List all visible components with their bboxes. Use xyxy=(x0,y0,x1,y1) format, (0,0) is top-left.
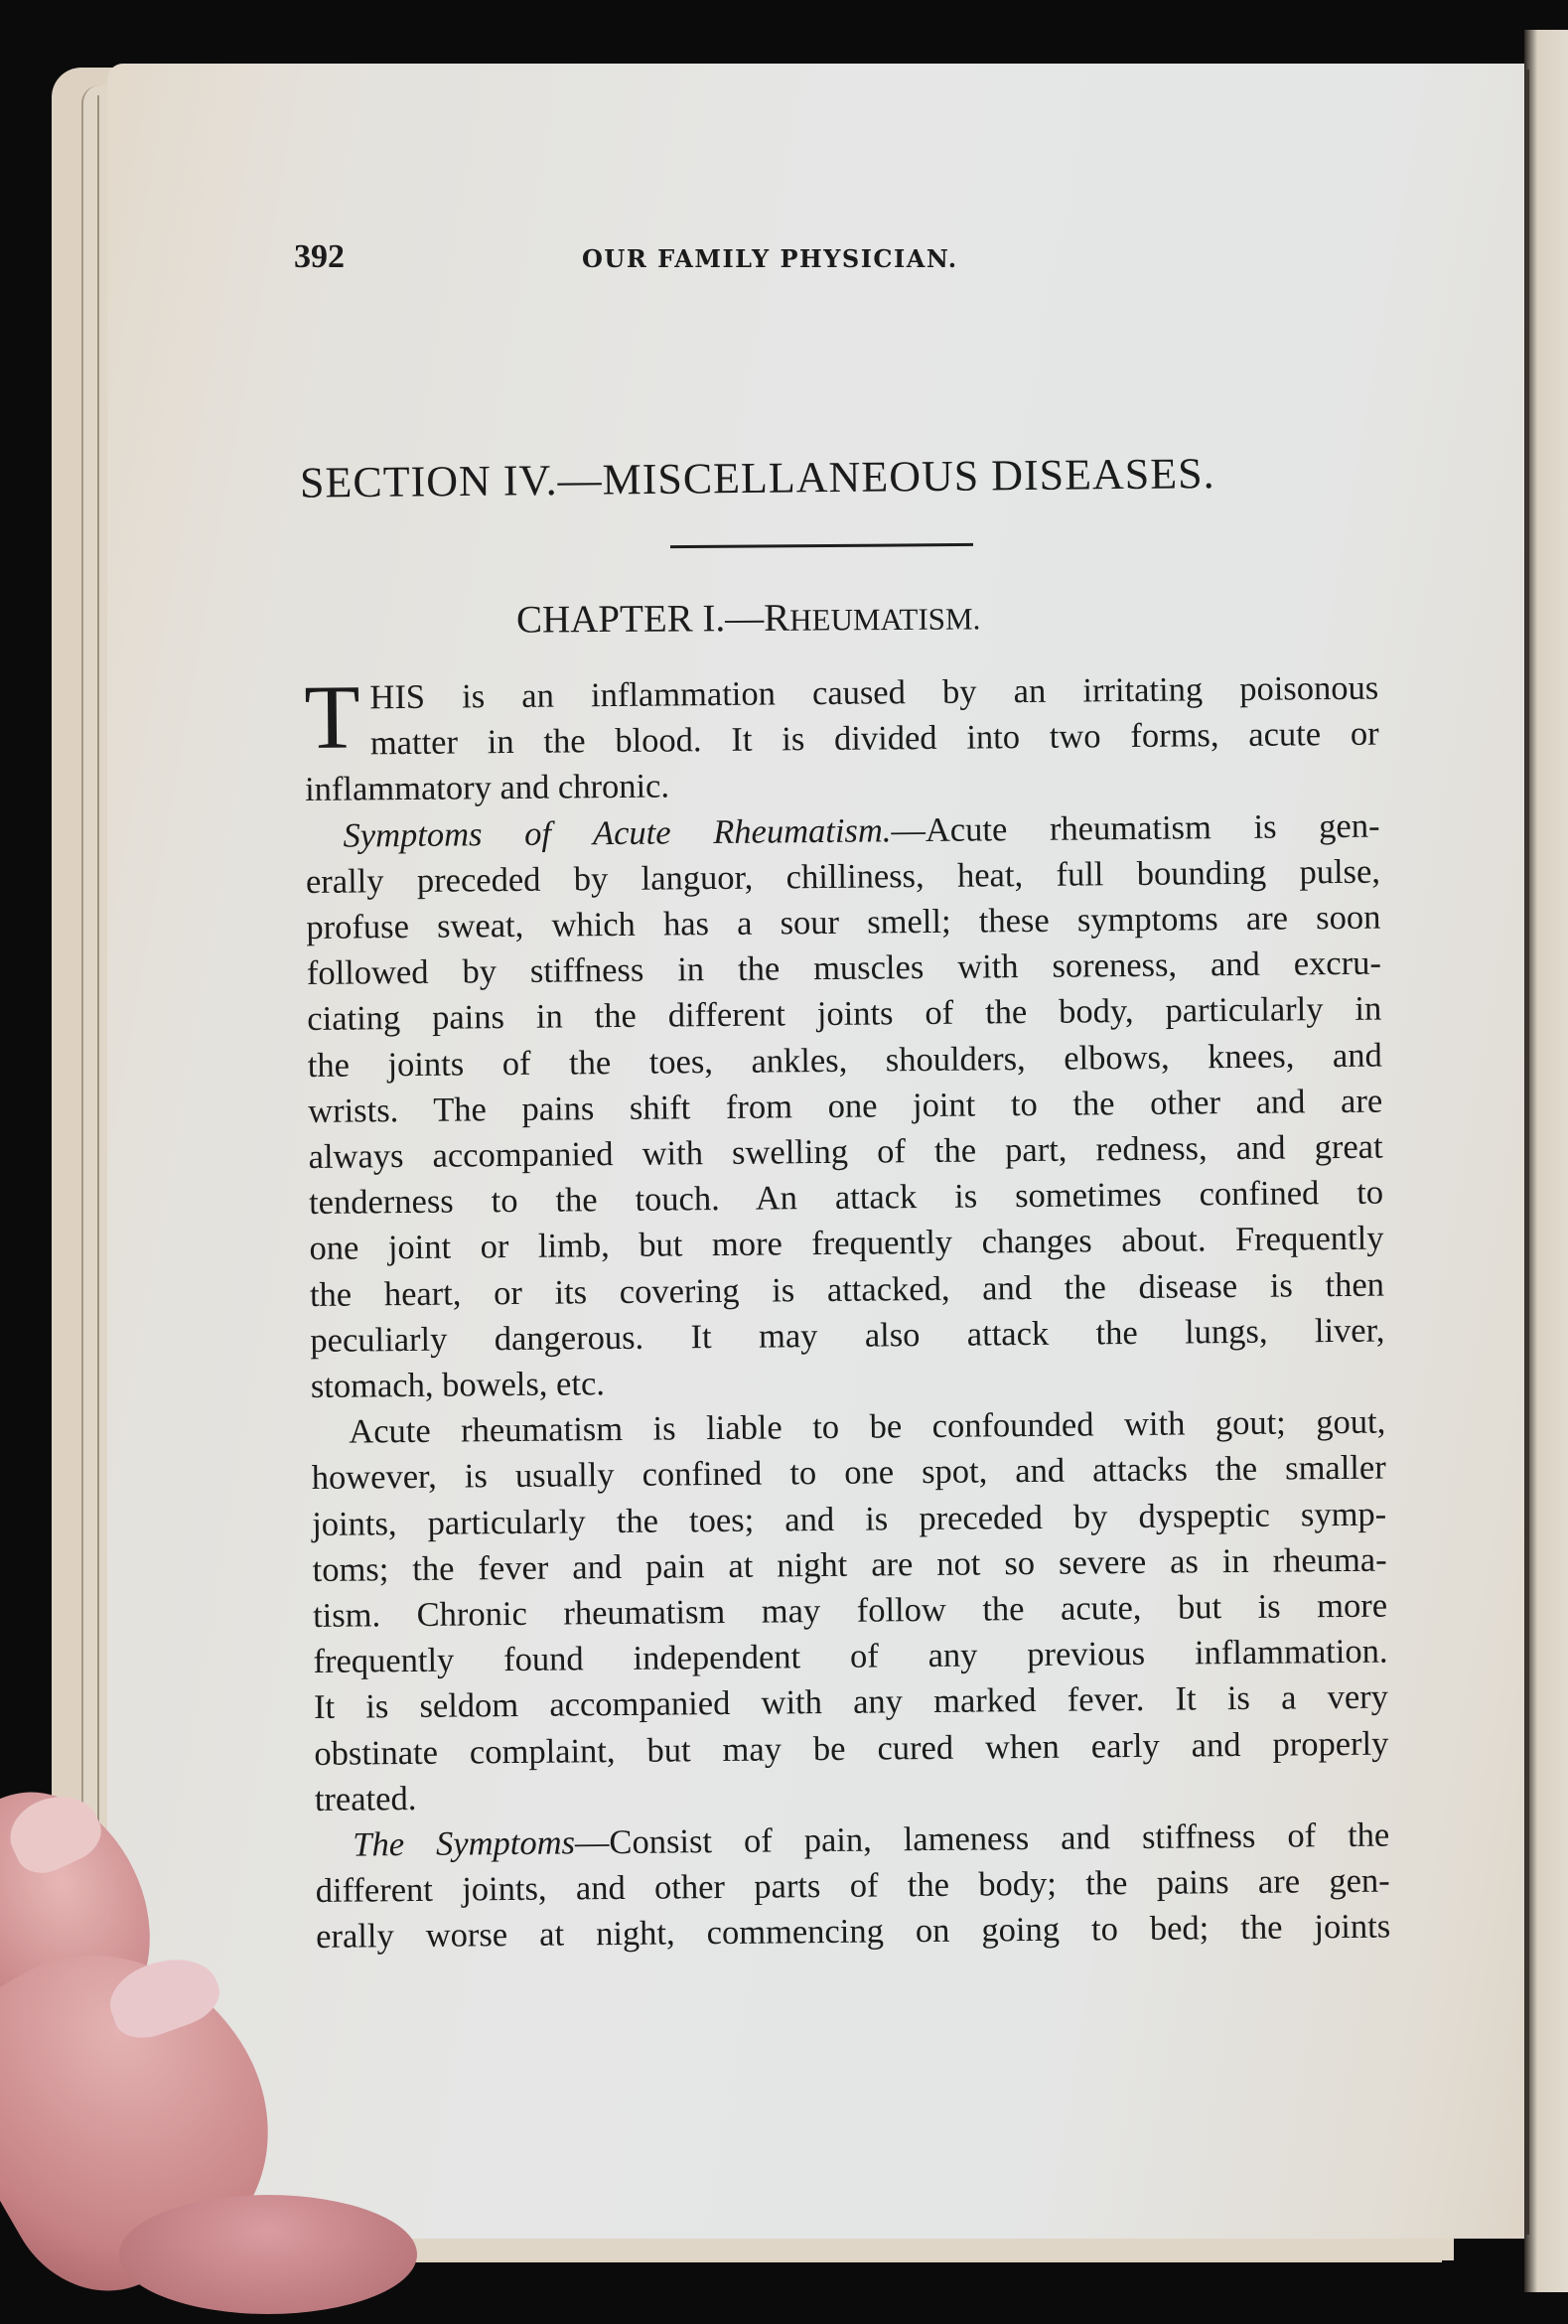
text-line: peculiarly dangerous. It may also attack the lungs, liver, xyxy=(310,1311,1385,1360)
section-title: SECTION IV.—MISCELLANEOUS DISEASES. xyxy=(299,449,1215,508)
text-line: frequently found independent of any previous inflammation. xyxy=(313,1632,1388,1681)
text-line: tism. Chronic rheumatism may follow the acute, but is more xyxy=(312,1586,1388,1636)
text-line: erally preceded by languor, chilliness, heat, full bounding pulse, xyxy=(305,852,1381,901)
chapter-name-rest: HEUMATISM. xyxy=(789,601,981,638)
text-line: matter in the blood. It is divided into two forms, acute or xyxy=(369,714,1379,763)
paragraph-symptoms xyxy=(315,1813,1390,1961)
running-title: OUR FAMILY PHYSICIAN. xyxy=(582,244,958,273)
text-line: the heart, or its covering is attacked, and the disease is then xyxy=(309,1265,1385,1314)
body-text xyxy=(304,665,1390,1961)
text-run: —Consist of pain, lameness and stiffness of the xyxy=(574,1816,1390,1862)
paragraph-acute-symptoms xyxy=(305,802,1385,1409)
drop-cap: T xyxy=(303,665,361,768)
text-line: the joints of the toes, ankles, shoulders, elbows, knees, and xyxy=(307,1036,1382,1085)
text-line: one joint or limb, but more frequently changes about. Frequently xyxy=(309,1220,1384,1268)
text-line: toms; the fever and pain at night are not so severe as in rheuma- xyxy=(312,1540,1387,1589)
text-line: followed by stiffness in the muscles with soreness, and excru- xyxy=(306,944,1382,993)
text-line: stomach, bowels, etc. xyxy=(310,1365,606,1406)
chapter-prefix: CHAPTER I.— xyxy=(515,596,765,642)
running-head xyxy=(294,238,1386,278)
text-line: HIS is an inflammation caused by an irritating poisonous xyxy=(369,668,1379,717)
text-line: erally worse at night, commencing on going to bed; the joints xyxy=(316,1908,1391,1957)
page-number: 392 xyxy=(294,238,345,275)
run-in-heading: The Symptoms xyxy=(353,1823,576,1864)
text-line: profuse sweat, which has a sour smell; these symptoms are soon xyxy=(306,898,1381,947)
paragraph-gout xyxy=(311,1399,1389,1822)
text-line: inflammatory and chronic. xyxy=(304,767,670,809)
holding-hand xyxy=(0,1728,298,2292)
thumb xyxy=(119,2195,417,2314)
text-line: treated. xyxy=(314,1779,417,1818)
text-line: ciating pains in the different joints of the body, particularly in xyxy=(307,990,1382,1039)
text-line: tenderness to the touch. An attack is sometimes confined to xyxy=(308,1173,1384,1223)
run-in-heading: Symptoms of Acute Rheumatism. xyxy=(343,810,892,855)
text-line: different joints, and other parts of the body; the pains are gen- xyxy=(315,1861,1390,1911)
text-line: joints, particularly the toes; and is preceded by dyspeptic symp- xyxy=(312,1495,1387,1543)
text-line: obstinate complaint, but may be cured when early and properly xyxy=(314,1724,1389,1773)
divider-rule xyxy=(670,543,973,548)
chapter-title xyxy=(516,594,981,642)
text-line: however, is usually confined to one spot, and attacks the smaller xyxy=(311,1449,1386,1498)
text-run: —Acute rheumatism is gen- xyxy=(891,806,1380,849)
text-line: It is seldom accompanied with any marked fever. It is a very xyxy=(313,1678,1389,1727)
chapter-name-initial: R xyxy=(764,596,790,640)
text-line: always accompanied with swelling of the part, redness, and great xyxy=(308,1127,1383,1177)
paragraph-intro xyxy=(304,665,1379,813)
text-line: wrists. The pains shift from one joint to the other and are xyxy=(308,1082,1383,1130)
text-line: Acute rheumatism is liable to be confounded with gout; gout, xyxy=(349,1402,1386,1451)
